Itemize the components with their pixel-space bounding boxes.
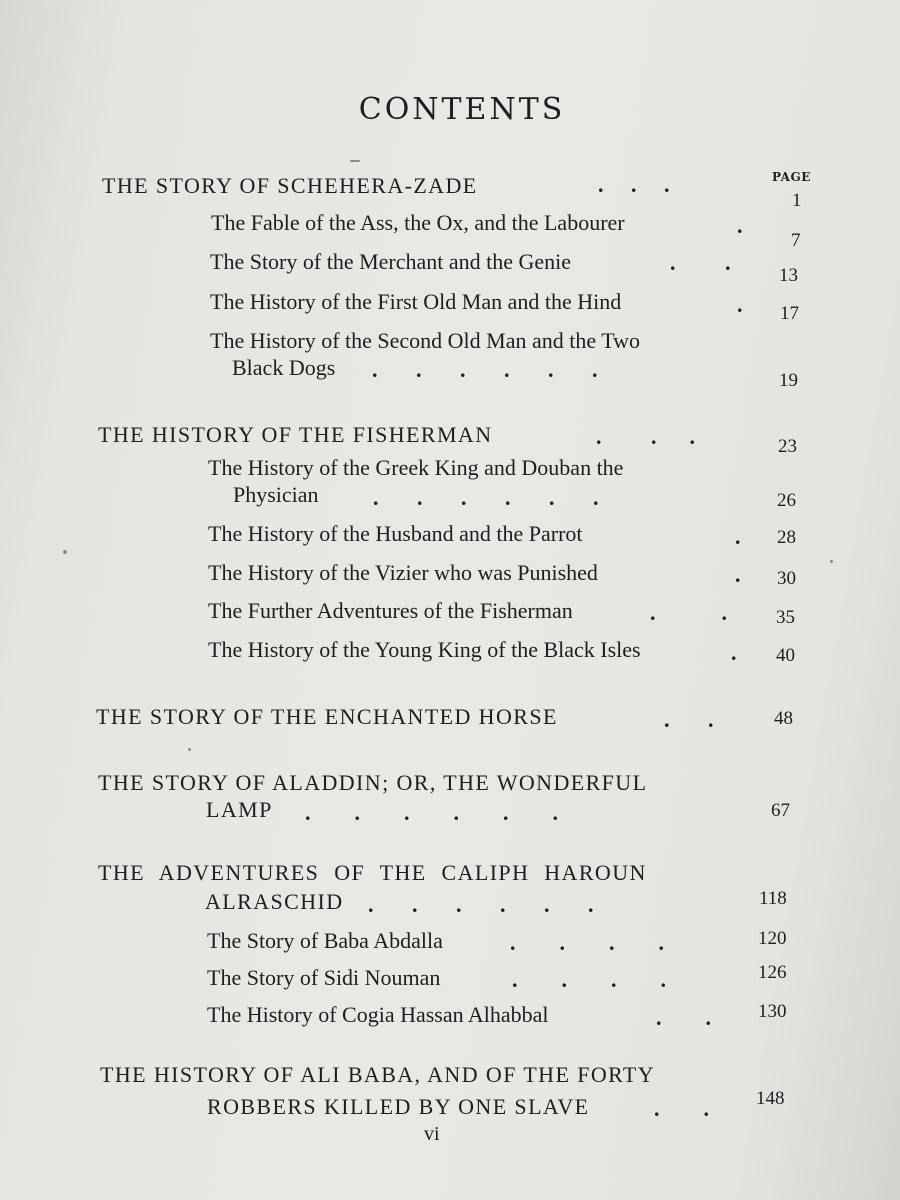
toc-entry-title: The History of the Vizier who was Punished — [208, 560, 598, 585]
paper-speck — [830, 560, 833, 563]
toc-entry-title: The History of the Greek King and Douban the — [208, 455, 624, 480]
toc-page-number: 120 — [758, 928, 787, 949]
toc-page-number: 7 — [791, 230, 801, 251]
paper-speck — [188, 748, 191, 751]
toc-entry-title: THE ADVENTURES OF THE CALIPH HAROUN — [98, 860, 647, 885]
toc-page-number: 1 — [792, 190, 802, 211]
toc-entry-title: THE HISTORY OF ALI BABA, AND OF THE FORTY — [100, 1062, 655, 1087]
leader-dots: . . — [664, 707, 714, 732]
toc-entry-title: THE HISTORY OF THE FISHERMAN — [98, 422, 493, 447]
leader-dots: . . — [654, 1096, 709, 1121]
leader-dots: . . — [670, 250, 731, 275]
toc-entry-title: The History of Cogia Hassan Alhabbal — [207, 1002, 549, 1027]
toc-page-number: 19 — [779, 370, 798, 391]
leader-dots: . — [735, 562, 741, 587]
toc-page-number: 148 — [756, 1088, 785, 1109]
toc-page-number: 28 — [777, 527, 796, 548]
toc-page-number: 23 — [778, 436, 797, 457]
leader-dots: . . — [650, 600, 727, 625]
toc-page-number: 126 — [758, 962, 787, 983]
toc-entry-title: The History of the Second Old Man and the Two — [210, 328, 641, 353]
toc-page-number: 118 — [759, 888, 787, 909]
toc-entry-title: The Story of Sidi Nouman — [207, 965, 441, 990]
leader-dots: . . . . . . — [372, 357, 598, 382]
toc-page-number: 26 — [777, 490, 796, 511]
toc-page-number: 35 — [776, 607, 795, 628]
paper-speck — [350, 160, 360, 162]
toc-page-number: 130 — [758, 1001, 787, 1022]
toc-entry-title: The Story of the Merchant and the Genie — [210, 249, 572, 274]
leader-dots: . — [731, 640, 737, 665]
toc-entry-title: THE STORY OF ALADDIN; OR, THE WONDERFUL — [98, 770, 648, 795]
toc-entry-title: THE STORY OF THE ENCHANTED HORSE — [96, 704, 558, 729]
leader-dots: . — [737, 213, 743, 238]
page-column-header: PAGE — [772, 170, 811, 184]
toc-entry-title: The History of the First Old Man and the Hind — [210, 289, 622, 314]
toc-page-number: 13 — [779, 265, 798, 286]
toc-entry-title: The Further Adventures of the Fisherman — [208, 598, 573, 623]
leader-dots: . . . . — [512, 967, 666, 992]
leader-dots: . — [737, 292, 743, 317]
toc-page-number: 67 — [771, 800, 790, 821]
leader-dots: . . . . . . — [305, 800, 558, 825]
toc-entry-title-continued: Black Dogs — [232, 355, 336, 380]
leader-dots: . . . — [598, 172, 670, 197]
toc-page-number: 30 — [777, 568, 796, 589]
toc-entry-title: The Story of Baba Abdalla — [207, 928, 443, 953]
leader-dots: . . . . . . — [368, 892, 594, 917]
leader-dots: . . . — [596, 424, 695, 449]
toc-entry-title-continued: Physician — [233, 482, 319, 507]
toc-entry-title-continued: LAMP — [206, 797, 273, 822]
toc-entry-title: The Fable of the Ass, the Ox, and the Labourer — [211, 210, 625, 235]
toc-page-number: 17 — [780, 303, 799, 324]
toc-page-number: 48 — [774, 708, 793, 729]
toc-entry-title: The History of the Husband and the Parrot — [208, 521, 583, 546]
paper-speck — [63, 550, 67, 554]
leader-dots: . . . . . . — [373, 485, 599, 510]
leader-dots: . . . . — [510, 930, 664, 955]
toc-entry-title-continued: ROBBERS KILLED BY ONE SLAVE — [207, 1094, 590, 1119]
page-title: CONTENTS — [358, 92, 566, 127]
leader-dots: . — [735, 524, 741, 549]
folio-page-number: vi — [424, 1123, 440, 1145]
toc-page-number: 40 — [776, 645, 795, 666]
toc-entry-title: THE STORY OF SCHEHERA-ZADE — [102, 173, 478, 198]
toc-entry-title: The History of the Young King of the Black Isles — [208, 637, 641, 662]
toc-entry-title-continued: ALRASCHID — [205, 889, 344, 914]
leader-dots: . . — [656, 1005, 711, 1030]
